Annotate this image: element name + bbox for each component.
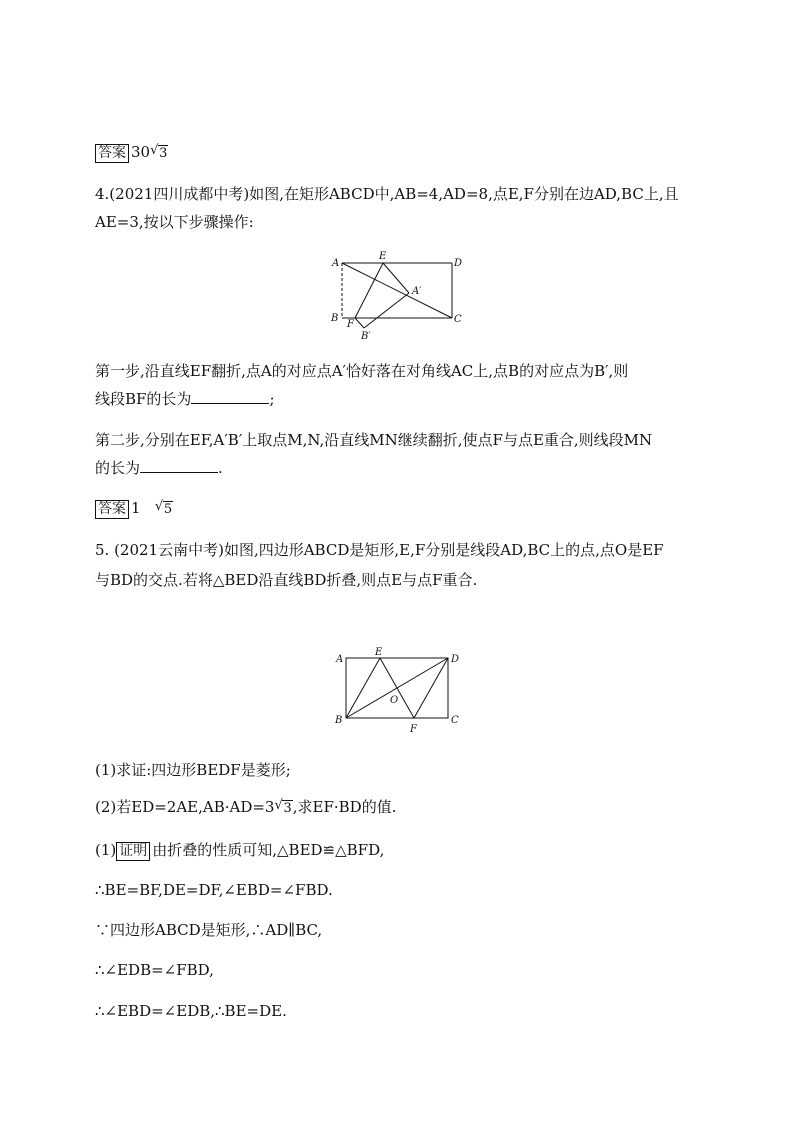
- q5-label-A: A: [336, 654, 344, 665]
- q4-answer-value: 1: [131, 499, 141, 517]
- answer-3-line: [95, 142, 168, 164]
- q5-part2-sqrt: √ 3: [274, 797, 292, 819]
- q5-label-C: C: [451, 715, 459, 726]
- q4-line1: 4.(2021四川成都中考)如图,在矩形ABCD中,AB=4,AD=8,点E,F分别在边AD,BC上,且: [95, 185, 679, 203]
- q4-step2a: 第二步,分别在EF,A′B′上取点M,N,沿直线MN继续翻折,使点F与点E重合,则线段MN: [95, 431, 653, 449]
- q5-part1: (1)求证:四边形BEDF是菱形;: [95, 761, 291, 779]
- q4-step2b-end: .: [218, 459, 223, 477]
- q4-label-B: B: [331, 313, 339, 324]
- q5-part2-line: [95, 797, 396, 819]
- sqrt-symbol: √ 3: [150, 142, 168, 164]
- q5-proof-5: ∴∠EBD=∠EDB,∴BE=DE.: [95, 1002, 287, 1020]
- q4-figure: [325, 248, 470, 343]
- q4-label-D: D: [454, 258, 463, 269]
- q4-step1b-end: ;: [269, 390, 275, 408]
- q5-proof-prefix: (1): [95, 841, 117, 859]
- q5-label-E: E: [375, 647, 383, 658]
- q4-label-A: A: [332, 258, 340, 269]
- q4-step1b-line: [95, 389, 275, 409]
- q5-proof-3: ∵四边形ABCD是矩形,∴AD∥BC,: [95, 921, 323, 939]
- q4-step2b-line: [95, 458, 223, 478]
- q5-label-B: B: [335, 715, 343, 726]
- q4-blank-1: [191, 389, 269, 404]
- q5-part2-post: ,求EF·BD的值.: [292, 798, 397, 816]
- q4-label-F: F: [347, 319, 354, 330]
- q5-line2: 与BD的交点.若将△BED沿直线BD折叠,则点E与点F重合.: [95, 571, 478, 589]
- q4-label-A-prime: A′: [412, 286, 422, 297]
- q5-proof-1: 由折叠的性质可知,△BED≌△BFD,: [152, 841, 385, 859]
- q4-step1b: 线段BF的长为: [95, 390, 192, 408]
- q4-step1a: 第一步,沿直线EF翻折,点A的对应点A′恰好落在对角线AC上,点B的对应点为B′,则: [95, 362, 629, 380]
- q4-step2b: 的长为: [95, 459, 141, 477]
- q4-blank-2: [140, 458, 218, 473]
- q5-proof-2: ∴BE=BF,DE=DF,∠EBD=∠FBD.: [95, 881, 333, 899]
- q5-proof-4: ∴∠EDB=∠FBD,: [95, 961, 214, 979]
- q4-label-E: E: [379, 251, 387, 262]
- q4-label-B-prime: B′: [361, 331, 371, 342]
- q4-line2: AE=3,按以下步骤操作:: [95, 213, 254, 231]
- q5-label-F: F: [410, 724, 417, 735]
- q4-answer-line: [95, 498, 173, 520]
- q5-part2-pre: (2)若ED=2AE,AB·AD=3: [95, 798, 275, 816]
- q5-proof-line1: [95, 840, 384, 861]
- q4-label-C: C: [454, 314, 462, 325]
- q5-figure: [330, 645, 465, 740]
- answer-tag: 答案: [95, 144, 129, 163]
- q5-label-O: O: [390, 695, 399, 706]
- q5-proof-tag: 证明: [116, 842, 150, 861]
- answer-value: 30: [131, 143, 151, 161]
- q4-answer-tag: 答案: [95, 500, 129, 519]
- q4-answer-sqrt: √ 5: [155, 498, 173, 520]
- q5-line1: 5. (2021云南中考)如图,四边形ABCD是矩形,E,F分别是线段AD,BC上的点,点O是EF: [95, 541, 664, 559]
- q5-label-D: D: [451, 654, 460, 665]
